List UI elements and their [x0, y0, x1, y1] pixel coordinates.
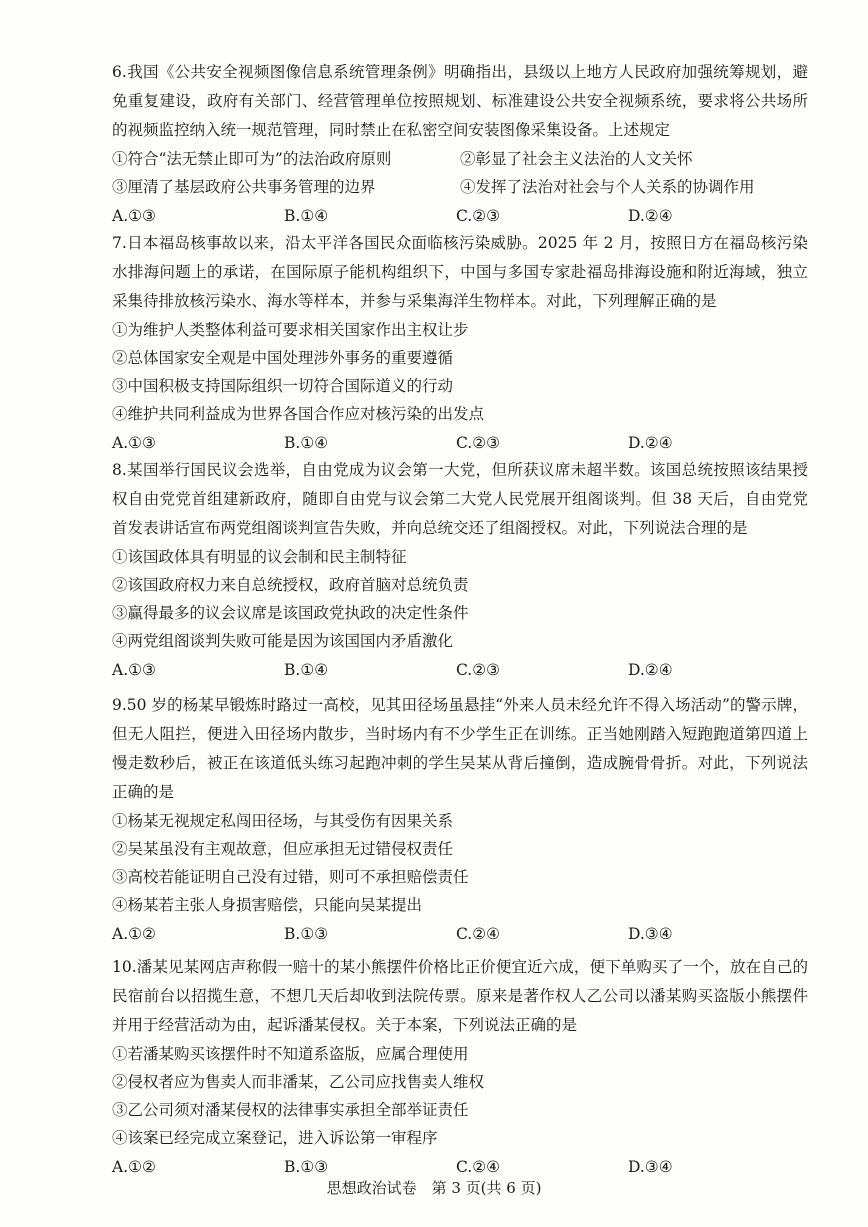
choice-c: C.②③	[456, 434, 501, 452]
statement-4: ④发挥了法治对社会与个人关系的协调作用	[460, 178, 755, 196]
answer-choices	[112, 201, 808, 231]
question-9	[112, 691, 808, 953]
choice-b: B.①③	[284, 1158, 329, 1176]
page-footer: 思想政治试卷 第 3 页(共 6 页)	[326, 1179, 542, 1197]
question-7	[112, 229, 808, 456]
choice-c: C.②④	[456, 925, 501, 943]
statement-4: ④杨某若主张人身损害赔偿，只能向吴某提出	[112, 896, 423, 914]
statement-2: ②侵权者应为售卖人而非潘某，乙公司应找售卖人维权	[112, 1073, 485, 1091]
choice-b: B.①④	[284, 207, 329, 225]
choice-d: D.③④	[628, 925, 673, 943]
choice-d: D.③④	[628, 1158, 673, 1176]
statement-1: ①杨某无视规定私闯田径场，与其受伤有因果关系	[112, 812, 454, 830]
statement-3: ③赢得最多的议会议席是该国政党执政的决定性条件	[112, 604, 469, 622]
statement-3: ③厘清了基层政府公共事务管理的边界	[112, 178, 376, 196]
statement-4: ④两党组阁谈判失败可能是因为该国国内矛盾激化	[112, 632, 454, 650]
statement-3: ③乙公司须对潘某侵权的法律事实承担全部举证责任	[112, 1101, 469, 1119]
answer-choices	[112, 655, 808, 685]
question-stem: 7.日本福岛核事故以来，沿太平洋各国民众面临核污染威胁。2025 年 2 月，按照日方在福岛核污染水排海问题上的承诺，在国际原子能机构组织下，中国与多国专家赴福岛排海设施和附近海域，独立采集待排放核污染水、海水等样本，并参与采集海洋生物样本。对此，下列理解正确的是	[112, 234, 808, 310]
question-stem: 6.我国《公共安全视频图像信息系统管理条例》明确指出，县级以上地方人民政府加强统筹规划，避免重复建设，政府有关部门、经营管理单位按照规划、标准建设公共安全视频系统，要求将公共场所的视频监控纳入统一规范管理，同时禁止在私密空间安装图像采集设备。上述规定	[112, 63, 808, 139]
statement-3: ③中国积极支持国际组织一切符合国际道义的行动	[112, 377, 454, 395]
choice-d: D.②④	[628, 434, 673, 452]
statement-2: ②吴某虽没有主观故意，但应承担无过错侵权责任	[112, 840, 454, 858]
choice-a: A.①③	[112, 434, 156, 452]
statement-2: ②总体国家安全观是中国处理涉外事务的重要遵循	[112, 349, 454, 367]
statement-1: ①若潘某购买该摆件时不知道系盗版，应属合理使用	[112, 1045, 469, 1063]
choice-b: B.①③	[284, 925, 329, 943]
statement-2: ②该国政府权力来自总统授权，政府首脑对总统负责	[112, 576, 469, 594]
choice-b: B.①④	[284, 661, 329, 679]
choice-b: B.①④	[284, 434, 329, 452]
question-8	[112, 456, 808, 691]
choice-a: A.①②	[112, 925, 156, 943]
answer-choices	[112, 919, 808, 949]
statement-1: ①为维护人类整体利益可要求相关国家作出主权让步	[112, 321, 469, 339]
choice-a: A.①③	[112, 207, 156, 225]
choice-a: A.①②	[112, 1158, 156, 1176]
choice-a: A.①③	[112, 661, 156, 679]
choice-d: D.②④	[628, 207, 673, 225]
statement-4: ④维护共同利益成为世界各国合作应对核污染的出发点	[112, 405, 485, 423]
choice-c: C.②③	[456, 207, 501, 225]
answer-choices	[112, 428, 808, 458]
statement-3: ③高校若能证明自己没有过错，则可不承担赔偿责任	[112, 868, 469, 886]
question-10	[112, 953, 808, 1182]
question-stem: 10.潘某见某网店声称假一赔十的某小熊摆件价格比正价便宜近六成，便下单购买了一个，放在自己的民宿前台以招揽生意，不想几天后却收到法院传票。原来是著作权人乙公司以潘某购买盗版小熊摆件并用于经营活动为由，起诉潘某侵权。关于本案，下列说法正确的是	[112, 958, 808, 1034]
choice-c: C.②④	[456, 1158, 501, 1176]
statement-1: ①该国政体具有明显的议会制和民主制特征	[112, 548, 407, 566]
question-stem: 8.某国举行国民议会选举，自由党成为议会第一大党，但所获议席未超半数。该国总统按照该结果授权自由党党首组建新政府，随即自由党与议会第二大党人民党展开组阁谈判。但 38 天后，自由党党首发表讲话宣布两党组阁谈判宣告失败，并向总统交还了组阁授权。对此，下列说法合理的是	[112, 461, 808, 537]
question-stem: 9.50 岁的杨某早锻炼时路过一高校，见其田径场虽悬挂“外来人员未经允许不得入场活动”的警示牌，但无人阻拦，便进入田径场内散步，当时场内有不少学生正在训练。正当她刚踏入短跑跑道第四道上慢走数秒后，被正在该道低头练习起跑冲刺的学生吴某从背后撞倒，造成腕骨骨折。对此，下列说法正确的是	[112, 696, 808, 801]
question-6	[112, 58, 808, 229]
choice-d: D.②④	[628, 661, 673, 679]
choice-c: C.②③	[456, 661, 501, 679]
statement-1: ①符合“法无禁止即可为”的法治政府原则	[112, 150, 392, 168]
statement-4: ④该案已经完成立案登记，进入诉讼第一审程序	[112, 1129, 438, 1147]
statement-2: ②彰显了社会主义法治的人文关怀	[460, 150, 693, 168]
